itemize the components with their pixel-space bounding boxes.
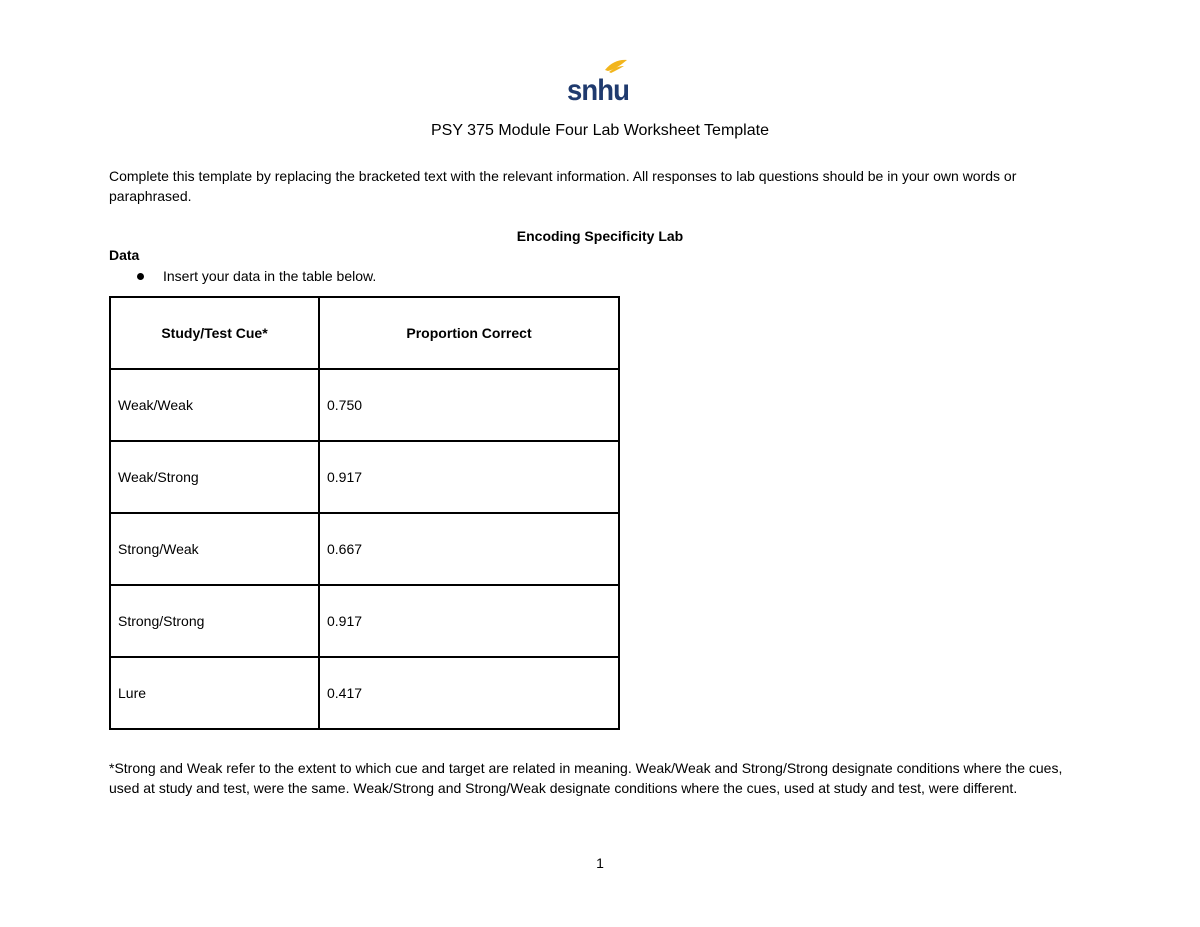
table-row	[110, 585, 619, 657]
table-header-row	[110, 297, 619, 369]
cue-cell[interactable]: Lure	[110, 657, 319, 729]
page-title: PSY 375 Module Four Lab Worksheet Template	[431, 122, 769, 139]
snhu-logo	[567, 58, 631, 102]
table-row	[110, 657, 619, 729]
table-row	[110, 441, 619, 513]
proportion-cell[interactable]: 0.667	[319, 513, 619, 585]
svg-text:snhu: snhu	[567, 74, 629, 102]
section-heading-data: Data	[109, 247, 140, 263]
proportion-cell[interactable]: 0.917	[319, 441, 619, 513]
proportion-cell[interactable]: 0.917	[319, 585, 619, 657]
bullet-text: Insert your data in the table below.	[163, 268, 377, 284]
cue-cell[interactable]: Strong/Strong	[110, 585, 319, 657]
table-row	[110, 513, 619, 585]
header-proportion-correct: Proportion Correct	[319, 297, 619, 369]
table-row	[110, 369, 619, 441]
table-footnote: *Strong and Weak refer to the extent to which cue and target are related in meaning. Weak/Weak and Strong/Strong designate conditions where the cues, used at study and test, were the same. Weak/Strong and Strong/Weak designate conditions where the cues, used at study and test, were different.	[109, 760, 1063, 796]
bullet-icon	[137, 273, 144, 280]
header-study-test-cue: Study/Test Cue*	[110, 297, 319, 369]
cue-cell[interactable]: Strong/Weak	[110, 513, 319, 585]
proportion-cell[interactable]: 0.417	[319, 657, 619, 729]
proportion-cell[interactable]: 0.750	[319, 369, 619, 441]
intro-paragraph: Complete this template by replacing the bracketed text with the relevant information. All responses to lab questions should be in your own words or paraphrased.	[109, 168, 1017, 204]
lab-title: Encoding Specificity Lab	[516, 228, 684, 244]
page-number: 1	[596, 855, 604, 871]
cue-cell[interactable]: Weak/Strong	[110, 441, 319, 513]
data-table	[109, 296, 620, 730]
bullet-item	[137, 268, 376, 284]
cue-cell[interactable]: Weak/Weak	[110, 369, 319, 441]
